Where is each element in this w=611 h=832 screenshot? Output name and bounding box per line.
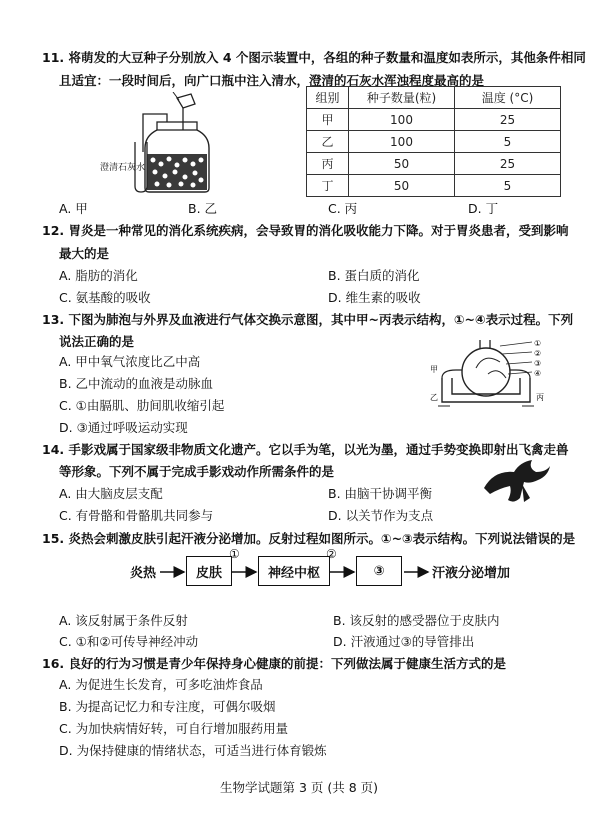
q16-stem-line1: 16. 良好的行为习惯是青少年保持身心健康的前提：下列做法属于健康生活方式的是 (42, 656, 506, 671)
q16-option-b[interactable]: B. 为提高记忆力和专注度，可偶尔吸烟 (59, 699, 276, 714)
hand-shadow-bird-icon (480, 458, 552, 506)
flow-arrow-label-1: ① (229, 547, 240, 561)
flow-arrow-label-2: ② (326, 547, 337, 561)
wide-mouth-jar (145, 122, 209, 192)
q13-alveolus-figure (428, 338, 568, 418)
q12-option-d[interactable]: D. 维生素的吸收 (328, 290, 421, 305)
q12-stem-line2: 最大的是 (59, 246, 110, 261)
q16-option-c[interactable]: C. 为加快病情好转，可自行增加服药用量 (59, 721, 289, 736)
q16-option-d[interactable]: D. 为保持健康的情绪状态，可适当进行体育锻炼 (59, 743, 327, 758)
table-row (307, 153, 561, 175)
figure-label-3: ③ (534, 359, 542, 368)
figure-label-1: ① (534, 339, 542, 348)
q12-option-a[interactable]: A. 脂肪的消化 (59, 268, 138, 283)
q11-option-c[interactable]: C. 丙 (328, 201, 358, 216)
q15-option-d[interactable]: D. 汗液通过③的导管排出 (333, 634, 475, 649)
q13-option-b[interactable]: B. 乙中流动的血液是动脉血 (59, 376, 214, 391)
q13-stem-line1: 13. 下图为肺泡与外界及血液进行气体交换示意图，其中甲~丙表示结构，①~④表示过程。下列 (42, 312, 574, 327)
table-cell: 乙 (307, 131, 349, 153)
q13-option-a[interactable]: A. 甲中氧气浓度比乙中高 (59, 354, 201, 369)
q15-option-a[interactable]: A. 该反射属于条件反射 (59, 613, 188, 628)
figure-label-yi: 乙 (430, 393, 438, 402)
q11-option-d[interactable]: D. 丁 (468, 201, 499, 216)
table-cell: 丁 (307, 175, 349, 197)
q11-stem-line1: 11. 将萌发的大豆种子分别放入 4 个图示装置中，各组的种子数量和温度如表所示，其他条件相同 (42, 50, 586, 65)
q11-figure-label: 澄清石灰水 (100, 163, 146, 173)
table-cell: 25 (455, 109, 561, 131)
figure-label-bing: 丙 (536, 393, 544, 402)
q11-stem-line2: 且适宜：一段时间后，向广口瓶中注入清水，澄清的石灰水浑浊程度最高的是 (59, 73, 485, 88)
q13-stem-line2: 说法正确的是 (59, 334, 135, 349)
q15-option-c[interactable]: C. ①和②可传导神经冲动 (59, 634, 199, 649)
q11-option-a[interactable]: A. 甲 (59, 201, 88, 216)
table-cell: 50 (349, 175, 455, 197)
q14-option-b[interactable]: B. 由脑干协调平衡 (328, 486, 433, 501)
q12-stem-line1: 12. 胃炎是一种常见的消化系统疾病，会导致胃的消化吸收能力下降。对于胃炎患者，受到影响 (42, 223, 569, 238)
flow-box-nerve-center: 神经中枢 (258, 556, 330, 586)
flow-end-label: 汗液分泌增加 (432, 566, 511, 581)
q15-stem-line1: 15. 炎热会刺激皮肤引起汗液分泌增加。反射过程如图所示。①~③表示结构。下列说法错误的是 (42, 531, 576, 546)
q14-stem-line2: 等形象。下列不属于完成手影戏动作所需条件的是 (59, 464, 335, 479)
alveolus-diagram (438, 340, 534, 406)
figure-label-4: ④ (534, 369, 542, 378)
funnel-icon (173, 92, 195, 130)
table-cell: 5 (455, 175, 561, 197)
table-header-cell: 种子数量(粒) (349, 87, 455, 109)
q13-option-d[interactable]: D. ③通过呼吸运动实现 (59, 420, 188, 435)
flow-box-3: ③ (356, 556, 402, 586)
flow-start-label: 炎热 (130, 566, 157, 581)
table-cell: 甲 (307, 109, 349, 131)
figure-label-jia: 甲 (430, 365, 438, 374)
page-footer: 生物学试题第 3 页 (共 8 页) (220, 780, 379, 795)
table-header-cell: 温度 (°C) (455, 87, 561, 109)
table-header-row (307, 87, 561, 109)
q14-stem-line1: 14. 手影戏属于国家级非物质文化遗产。它以手为笔，以光为墨，通过手势变换即射出飞禽走兽 (42, 442, 569, 457)
table-cell: 5 (455, 131, 561, 153)
q11-apparatus-figure (95, 92, 215, 197)
table-cell: 100 (349, 109, 455, 131)
q13-option-c[interactable]: C. ①由膈肌、肋间肌收缩引起 (59, 398, 225, 413)
table-row (307, 131, 561, 153)
table-row (307, 109, 561, 131)
q14-option-a[interactable]: A. 由大脑皮层支配 (59, 486, 163, 501)
q14-option-c[interactable]: C. 有骨骼和骨骼肌共同参与 (59, 508, 214, 523)
table-row (307, 175, 561, 197)
table-cell: 丙 (307, 153, 349, 175)
q11-data-table (306, 86, 561, 197)
figure-label-2: ② (534, 349, 542, 358)
q11-option-b[interactable]: B. 乙 (188, 201, 218, 216)
flow-box-skin: 皮肤 (186, 556, 232, 586)
table-cell: 25 (455, 153, 561, 175)
q16-option-a[interactable]: A. 为促进生长发育，可多吃油炸食品 (59, 677, 263, 692)
table-cell: 100 (349, 131, 455, 153)
q15-option-b[interactable]: B. 该反射的感受器位于皮肤内 (333, 613, 500, 628)
q14-option-d[interactable]: D. 以关节作为支点 (328, 508, 434, 523)
q12-option-b[interactable]: B. 蛋白质的消化 (328, 268, 420, 283)
q12-option-c[interactable]: C. 氨基酸的吸收 (59, 290, 151, 305)
table-header-cell: 组别 (307, 87, 349, 109)
table-cell: 50 (349, 153, 455, 175)
